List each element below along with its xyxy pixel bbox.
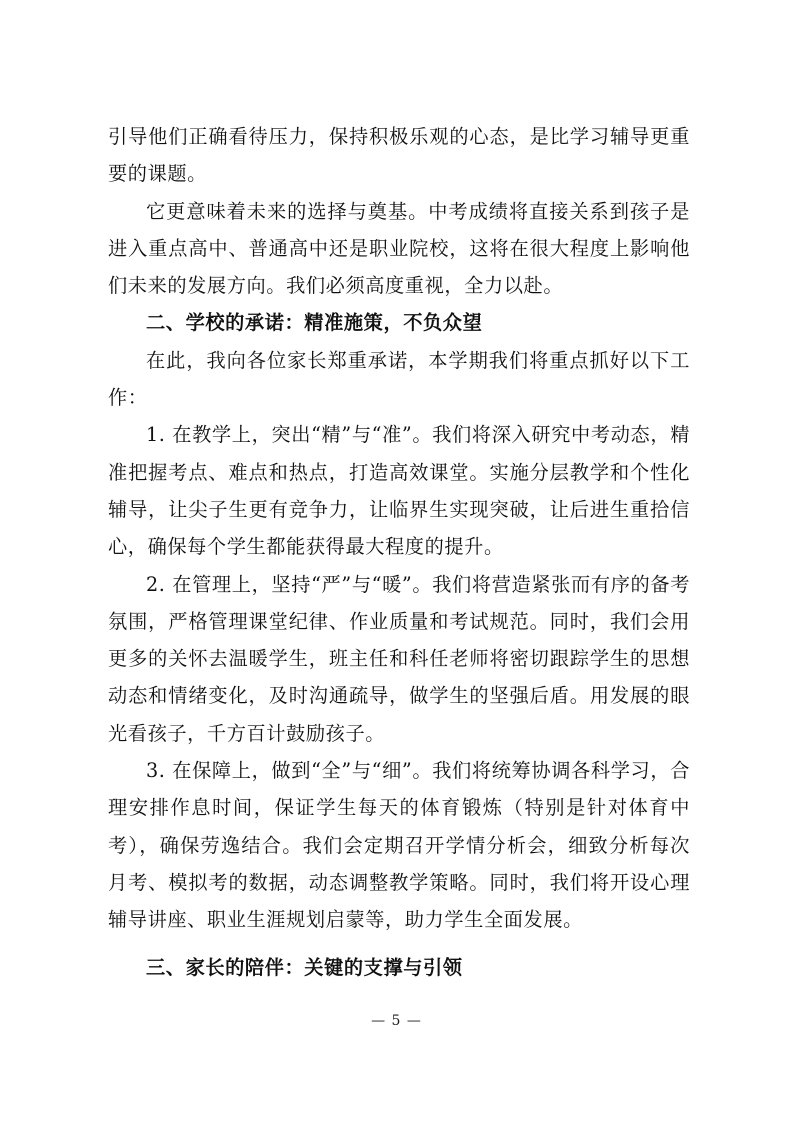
paragraph-future-choice: 它更意味着未来的选择与奠基。中考成绩将直接关系到孩子是进入重点高中、普通高中还是职业院校，这将在很大程度上影响他们未来的发展方向。我们必须高度重视，全力以赴。 [108,199,690,298]
paragraph-management: 2. 在管理上，坚持“严”与“暖”。我们将营造紧张而有序的备考氛围，严格管理课堂纪律、作业质量和考试规范。同时，我们会用更多的关怀去温暖学生，班主任和科任老师将密切跟踪学生的思想动态和情绪变化，及时沟通疏导，做学生的坚强后盾。用发展的眼光看孩子，千方百计鼓励孩子。 [108,572,690,745]
paragraph-pressure-guidance: 引导他们正确看待压力，保持积极乐观的心态，是比学习辅导更重要的课题。 [108,125,690,186]
section-heading-school-commitment: 二、学校的承诺：精准施策，不负众望 [146,311,483,335]
paragraph-support: 3. 在保障上，做到“全”与“细”。我们将统筹协调各科学习，合理安排作息时间，保证学生每天的体育锻炼（特别是针对体育中考），确保劳逸结合。我们会定期召开学情分析会，细致分析每次月考、模拟考的数据，动态调整教学策略。同时，我们将开设心理辅导讲座、职业生涯规划启蒙等，助力学生全面发展。 [108,759,690,932]
paragraph-teaching: 1. 在教学上，突出“精”与“准”。我们将深入研究中考动态，精准把握考点、难点和热点，打造高效课堂。实施分层教学和个性化辅导，让尖子生更有竞争力，让临界生实现突破，让后进生重拾信心，确保每个学生都能获得最大程度的提升。 [108,423,690,559]
paragraph-commitment-intro: 在此，我向各位家长郑重承诺，本学期我们将重点抓好以下工作： [108,348,690,410]
page-number: — 5 — [371,1013,422,1029]
document-body [108,118,690,986]
section-heading-parent-companionship: 三、家长的陪伴：关键的支撑与引领 [146,955,463,979]
